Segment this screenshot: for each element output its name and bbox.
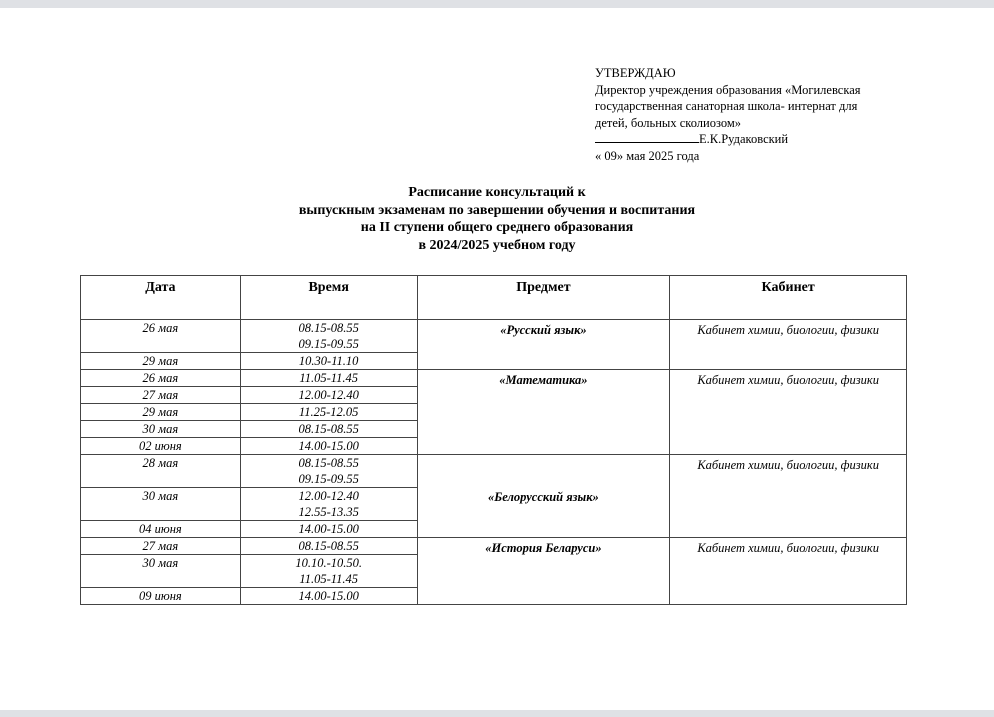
signer-name: Е.К.Рудаковский <box>699 132 789 146</box>
time-cell: 08.15-08.55 <box>240 320 417 337</box>
title-line: на II ступени общего среднего образования <box>360 220 634 235</box>
document-title <box>0 184 994 254</box>
date-cell: 09 июня <box>81 588 241 605</box>
time-cell: 11.05-11.45 <box>240 370 417 387</box>
time-cell: 12.00-12.40 <box>240 387 417 404</box>
room-cell: Кабинет химии, биологии, физики <box>670 455 907 538</box>
time-cell: 08.15-08.55 <box>240 538 417 555</box>
subject-cell: «Русский язык» <box>417 320 670 370</box>
time-cell: 08.15-08.55 <box>240 455 417 472</box>
date-cell <box>81 504 241 521</box>
subject-cell: «Математика» <box>417 370 670 455</box>
time-cell: 12.00-12.40 <box>240 488 417 505</box>
table-row <box>81 455 907 472</box>
time-cell: 09.15-09.55 <box>240 336 417 353</box>
date-cell: 30 мая <box>81 555 241 572</box>
approval-date: « 09» мая 2025 года <box>595 148 700 163</box>
approval-signature <box>595 131 925 148</box>
date-cell: 29 мая <box>81 353 241 370</box>
subject-cell: «История Беларуси» <box>417 538 670 605</box>
date-cell <box>81 336 241 353</box>
time-cell: 08.15-08.55 <box>240 421 417 438</box>
table-row <box>81 538 907 555</box>
header-time: Время <box>240 276 417 320</box>
date-cell: 26 мая <box>81 320 241 337</box>
approval-block <box>595 65 925 164</box>
date-cell: 30 мая <box>81 421 241 438</box>
header-subject: Предмет <box>417 276 670 320</box>
time-cell: 10.10.-10.50. <box>240 555 417 572</box>
approval-line: Директор учреждения образования «Могилевская <box>595 82 861 97</box>
header-date: Дата <box>81 276 241 320</box>
date-cell: 26 мая <box>81 370 241 387</box>
table-header-row <box>81 276 907 320</box>
date-cell <box>81 471 241 488</box>
date-cell: 30 мая <box>81 488 241 505</box>
header-room: Кабинет <box>670 276 907 320</box>
title-line: выпускным экзаменам по завершении обучения и воспитания <box>298 202 696 218</box>
schedule-table <box>80 275 907 605</box>
date-cell: 04 июня <box>81 521 241 538</box>
time-cell: 14.00-15.00 <box>240 588 417 605</box>
subject-cell: «Белорусский язык» <box>417 455 670 538</box>
approval-line: государственная санаторная школа- интернат для <box>595 99 858 113</box>
time-cell: 12.55-13.35 <box>240 504 417 521</box>
room-cell: Кабинет химии, биологии, физики <box>670 320 907 370</box>
time-cell: 10.30-11.10 <box>240 353 417 370</box>
time-cell: 11.25-12.05 <box>240 404 417 421</box>
signature-line <box>595 131 699 143</box>
table-row <box>81 370 907 387</box>
title-line: в 2024/2025 учебном году <box>418 237 576 253</box>
table-row <box>81 320 907 337</box>
date-cell: 27 мая <box>81 387 241 404</box>
room-cell: Кабинет химии, биологии, физики <box>670 538 907 605</box>
time-cell: 09.15-09.55 <box>240 471 417 488</box>
time-cell: 11.05-11.45 <box>240 571 417 588</box>
approval-line: детей, больных сколиозом» <box>595 115 741 130</box>
date-cell: 28 мая <box>81 455 241 472</box>
date-cell <box>81 571 241 588</box>
date-cell: 02 июня <box>81 438 241 455</box>
time-cell: 14.00-15.00 <box>240 521 417 538</box>
date-cell: 29 мая <box>81 404 241 421</box>
room-cell: Кабинет химии, биологии, физики <box>670 370 907 455</box>
document-page <box>0 8 994 710</box>
date-cell: 27 мая <box>81 538 241 555</box>
time-cell: 14.00-15.00 <box>240 438 417 455</box>
approval-heading: УТВЕРЖДАЮ <box>595 66 676 80</box>
title-line: Расписание консультаций к <box>408 185 586 200</box>
